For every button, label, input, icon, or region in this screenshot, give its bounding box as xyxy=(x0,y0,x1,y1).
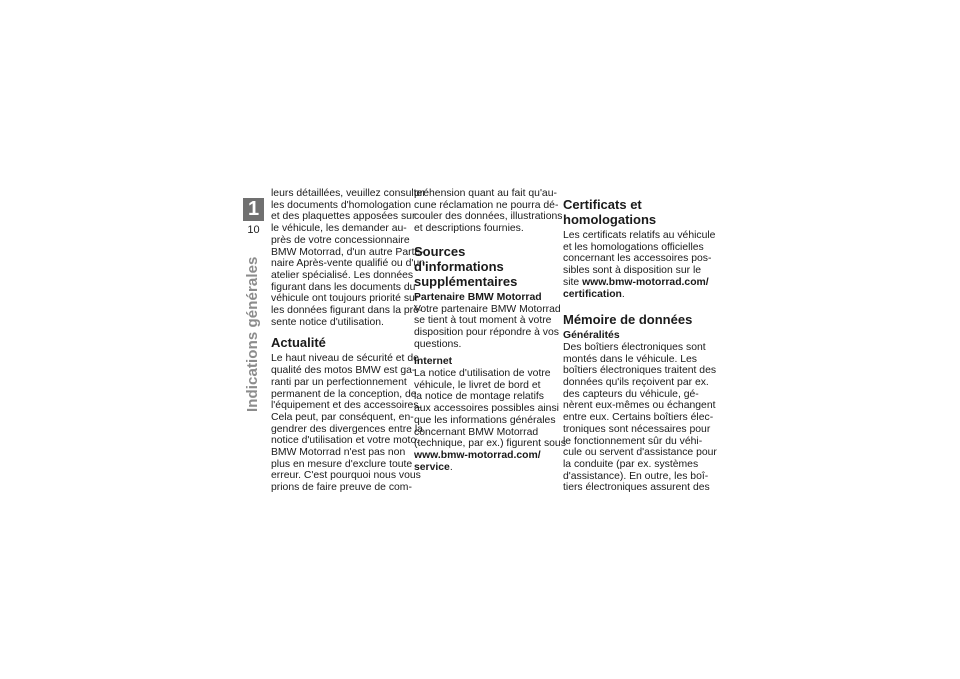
text-line: Des boîtiers électroniques sont xyxy=(563,341,706,353)
text-column-2 xyxy=(414,188,566,473)
text-line: concernant les accessoires pos- xyxy=(563,253,712,265)
service-url-link-end[interactable]: service xyxy=(414,461,450,473)
heading-line: supplémentaires xyxy=(414,273,518,289)
text-column-1 xyxy=(271,188,426,494)
section-heading-sources xyxy=(414,244,553,289)
text-line: la notice de montage relatifs xyxy=(414,391,544,403)
certification-url-link[interactable]: www.bmw-motorrad.com/ xyxy=(582,276,709,288)
text-line: BMW Motorrad, d'un autre Parte- xyxy=(271,246,424,258)
text-line: sente notice d'utilisation. xyxy=(271,316,384,328)
section-heading-certificats xyxy=(563,197,702,227)
text-line: le fonctionnement sûr du véhi- xyxy=(563,435,703,447)
punctuation: . xyxy=(449,461,453,473)
text-line: qualité des motos BMW est ga- xyxy=(271,365,416,377)
text-line: préhension quant au fait qu'au- xyxy=(414,188,557,199)
text-line: l'équipement et des accessoires. xyxy=(271,400,422,412)
certification-url-link-end[interactable]: certification xyxy=(563,288,622,300)
text-line: troniques sont nécessaires pour xyxy=(563,423,711,435)
heading-line: Certificats et xyxy=(563,197,642,212)
text-line: couler des données, illustrations xyxy=(414,211,563,223)
text-line: données qu'ils reçoivent par ex. xyxy=(563,377,709,389)
text-line: disposition pour répondre à vos xyxy=(414,326,559,338)
text-line: Les certificats relatifs au véhicule xyxy=(563,230,716,241)
paragraph-intro xyxy=(271,188,426,328)
paragraph-continuation xyxy=(414,188,563,235)
text-line: naire Après-vente qualifié ou d'un xyxy=(271,258,425,270)
text-line: véhicule, le livret de bord et xyxy=(414,379,541,391)
text-line: aux accessoires possibles ainsi xyxy=(414,403,559,415)
paragraph-actualite xyxy=(271,353,423,494)
text-line: d'assistance). En outre, les boî- xyxy=(563,470,709,482)
text-line: plus en mesure d'exclure toute xyxy=(271,458,413,470)
text-line: gendrer des divergences entre la xyxy=(271,423,423,435)
heading-line: homologations xyxy=(563,212,657,227)
subheading-generalites: Généralités xyxy=(563,330,620,342)
text-line: prions de faire preuve de com- xyxy=(271,482,412,494)
text-line: permanent de la conception, de xyxy=(271,388,417,400)
text-line: BMW Motorrad n'est pas non xyxy=(271,447,406,459)
section-heading-actualite: Actualité xyxy=(271,335,326,351)
chapter-side-title: Indications générales xyxy=(244,256,261,412)
text-line: cune réclamation ne pourra dé- xyxy=(414,199,559,211)
text-line: questions. xyxy=(414,338,462,350)
text-fragment: site xyxy=(563,276,583,288)
text-line: atelier spécialisé. Les données xyxy=(271,269,414,281)
text-line: Votre partenaire BMW Motorrad xyxy=(414,303,561,315)
subheading-partner: Partenaire BMW Motorrad xyxy=(414,291,542,303)
text-line: les données figurant dans la pré- xyxy=(271,305,423,317)
text-line: le véhicule, les demander au- xyxy=(271,223,407,235)
text-line: boîtiers électroniques traitent des xyxy=(563,365,717,377)
heading-line: Sources d'informations xyxy=(414,243,504,274)
text-line: notice d'utilisation et votre moto. xyxy=(271,435,420,447)
text-line: figurant dans les documents du xyxy=(271,281,416,293)
text-line: concernant BMW Motorrad xyxy=(414,426,539,438)
text-line: des capteurs du véhicule, gé- xyxy=(563,388,699,400)
subheading-internet: Internet xyxy=(414,356,453,368)
text-line: que les informations générales xyxy=(414,414,556,426)
text-line: erreur. C'est pourquoi nous vous xyxy=(271,470,421,482)
text-line: la conduite (par ex. systèmes xyxy=(563,458,699,470)
text-line: sibles sont à disposition sur le xyxy=(563,265,702,277)
paragraph-partner xyxy=(414,303,561,351)
text-line: les documents d'homologation xyxy=(271,199,412,211)
text-line: véhicule ont toujours priorité sur xyxy=(271,293,419,305)
text-line: nèrent eux-mêmes ou échangent xyxy=(563,400,716,412)
text-line: et les homologations officielles xyxy=(563,241,704,253)
text-line: et des plaquettes apposées sur xyxy=(271,211,416,223)
text-line: entre eux. Certains boîtiers élec- xyxy=(563,412,714,424)
chapter-number-badge: 1 xyxy=(243,198,264,221)
service-url-link[interactable]: www.bmw-motorrad.com/ xyxy=(414,449,541,461)
text-line: se tient à tout moment à votre xyxy=(414,315,552,327)
text-line: Le haut niveau de sécurité et de xyxy=(271,353,419,365)
text-line: près de votre concessionnaire xyxy=(271,234,410,246)
text-line: ranti par un perfectionnement xyxy=(271,376,407,388)
text-column-3 xyxy=(563,188,717,494)
section-heading-memoire: Mémoire de données xyxy=(563,312,693,328)
text-line: montés dans le véhicule. Les xyxy=(563,353,698,365)
text-line: La notice d'utilisation de votre xyxy=(414,368,551,380)
text-line: cule ou servent d'assistance pour xyxy=(563,447,717,459)
page-number: 10 xyxy=(247,224,260,236)
paragraph-generalites xyxy=(563,341,717,494)
text-line: leurs détaillées, veuillez consulter xyxy=(271,188,426,199)
text-line: (technique, par ex.) figurent sous xyxy=(414,438,566,450)
punctuation: . xyxy=(621,288,625,300)
text-line: Cela peut, par conséquent, en- xyxy=(271,411,414,423)
paragraph-certificats xyxy=(563,230,716,300)
text-line: tiers électroniques assurent des xyxy=(563,482,710,494)
paragraph-internet xyxy=(414,368,566,473)
text-line: et descriptions fournies. xyxy=(414,223,524,235)
